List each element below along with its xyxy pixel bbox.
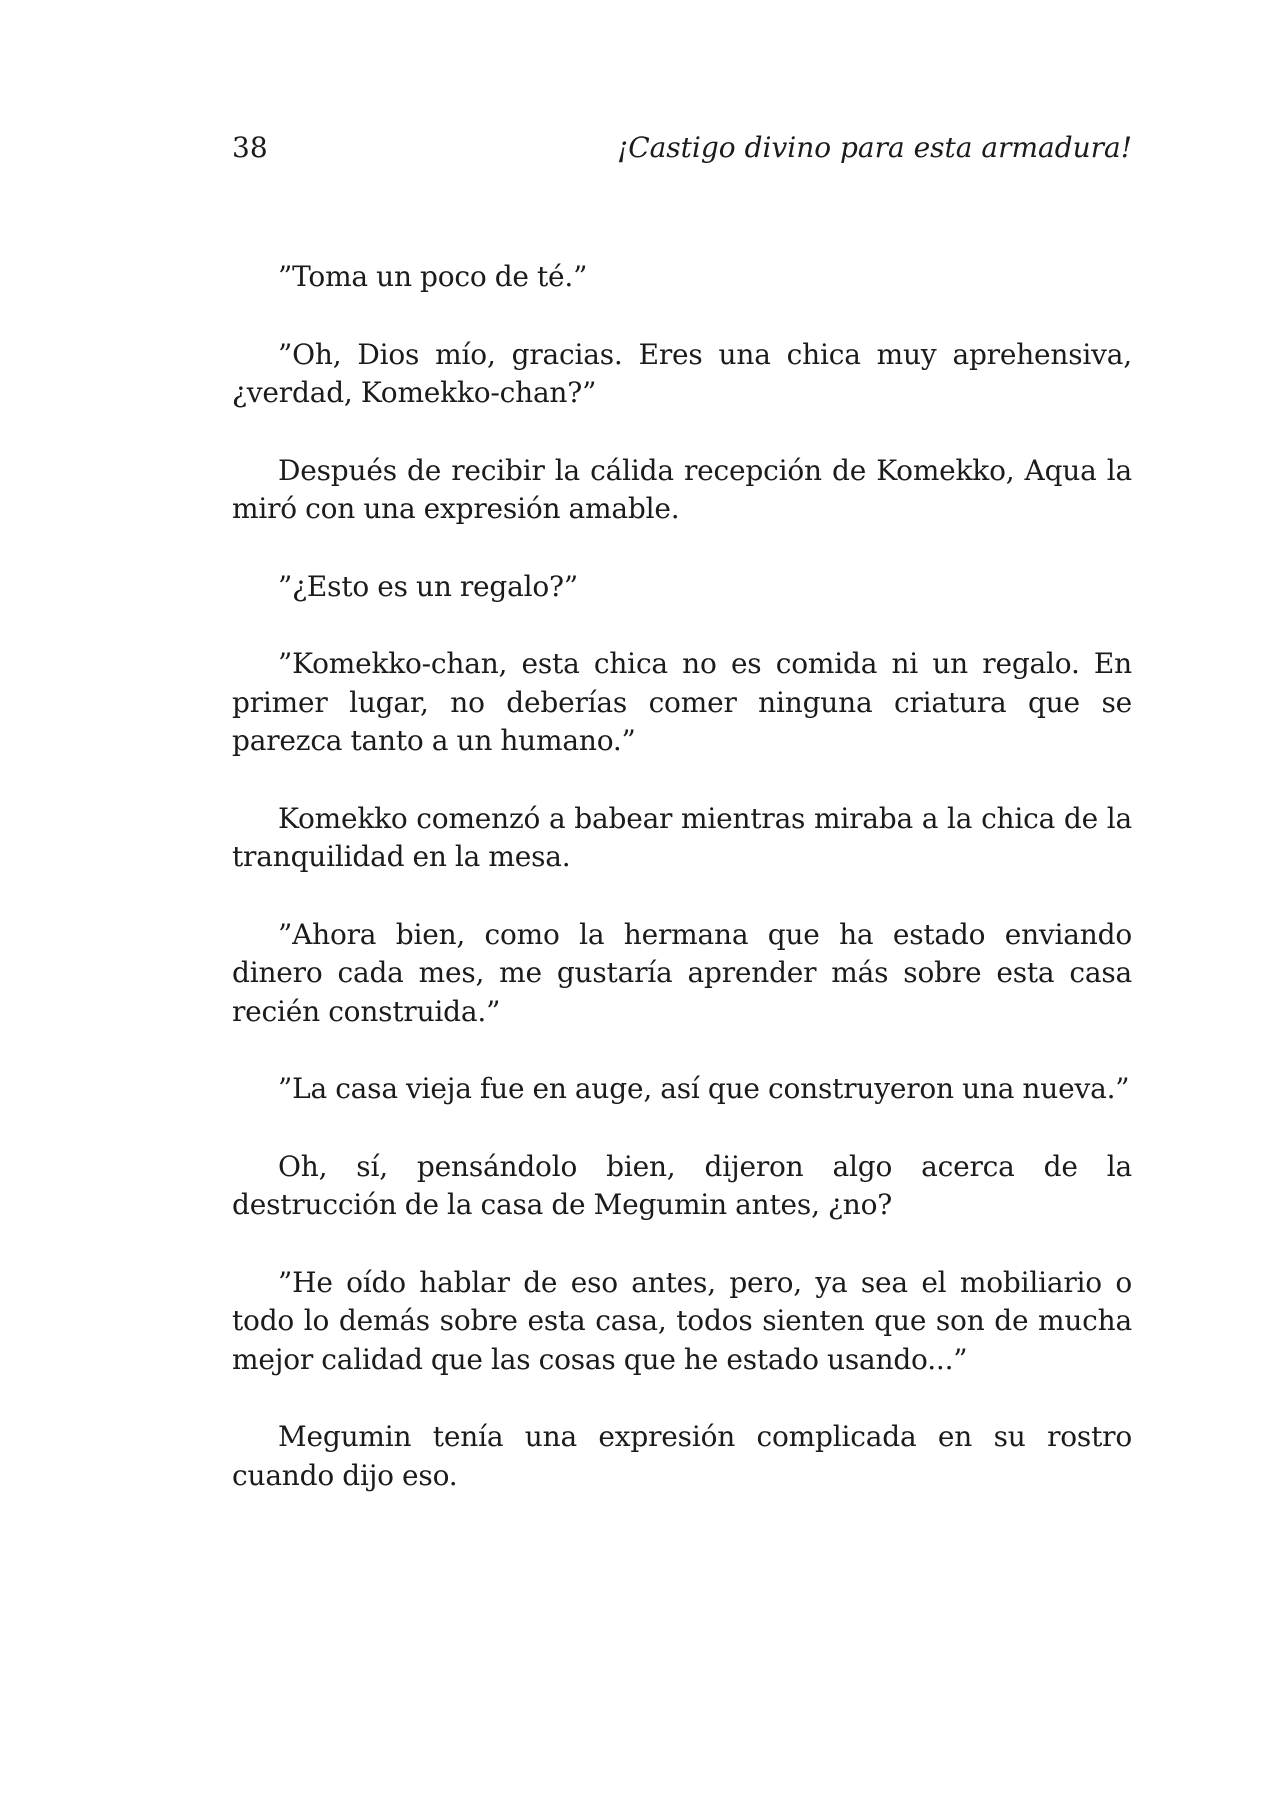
paragraph: ”Komekko-chan, esta chica no es comida ni un regalo. En primer lugar, no deberías comer ninguna criatura que se parezca tanto a un humano.” <box>232 647 1132 757</box>
running-header <box>232 128 1132 168</box>
paragraph: Komekko comenzó a babear mientras miraba a la chica de la tranquilidad en la mesa. <box>232 801 1132 873</box>
paragraph: ”Ahora bien, como la hermana que ha estado enviando dinero cada mes, me gustaría aprender más sobre esta casa recién construida.” <box>232 917 1132 1028</box>
paragraph: Megumin tenía una expresión complicada en su rostro cuando dijo eso. <box>232 1420 1132 1492</box>
paragraph: Después de recibir la cálida recepción de Komekko, Aqua la miró con una expresión amable. <box>232 453 1132 525</box>
book-title: ¡Castigo divino para esta armadura! <box>616 131 1132 164</box>
page-number: 38 <box>232 131 268 164</box>
body-text <box>232 258 1132 1534</box>
paragraph: ”Toma un poco de té.” <box>278 260 588 293</box>
paragraph: Oh, sí, pensándolo bien, dijeron algo acerca de la destrucción de la casa de Megumin antes, ¿no? <box>232 1149 1132 1221</box>
paragraph: ”La casa vieja fue en auge, así que construyeron una nueva.” <box>278 1072 1130 1105</box>
paragraph: ”He oído hablar de eso antes, pero, ya sea el mobiliario o todo lo demás sobre esta casa, todos sienten que son de mucha mejor calidad que las cosas que he estado usando...” <box>232 1265 1132 1376</box>
paragraph: ”¿Esto es un regalo?” <box>278 569 578 603</box>
paragraph: ”Oh, Dios mío, gracias. Eres una chica muy aprehensiva, ¿verdad, Komekko-chan?” <box>232 337 1132 409</box>
